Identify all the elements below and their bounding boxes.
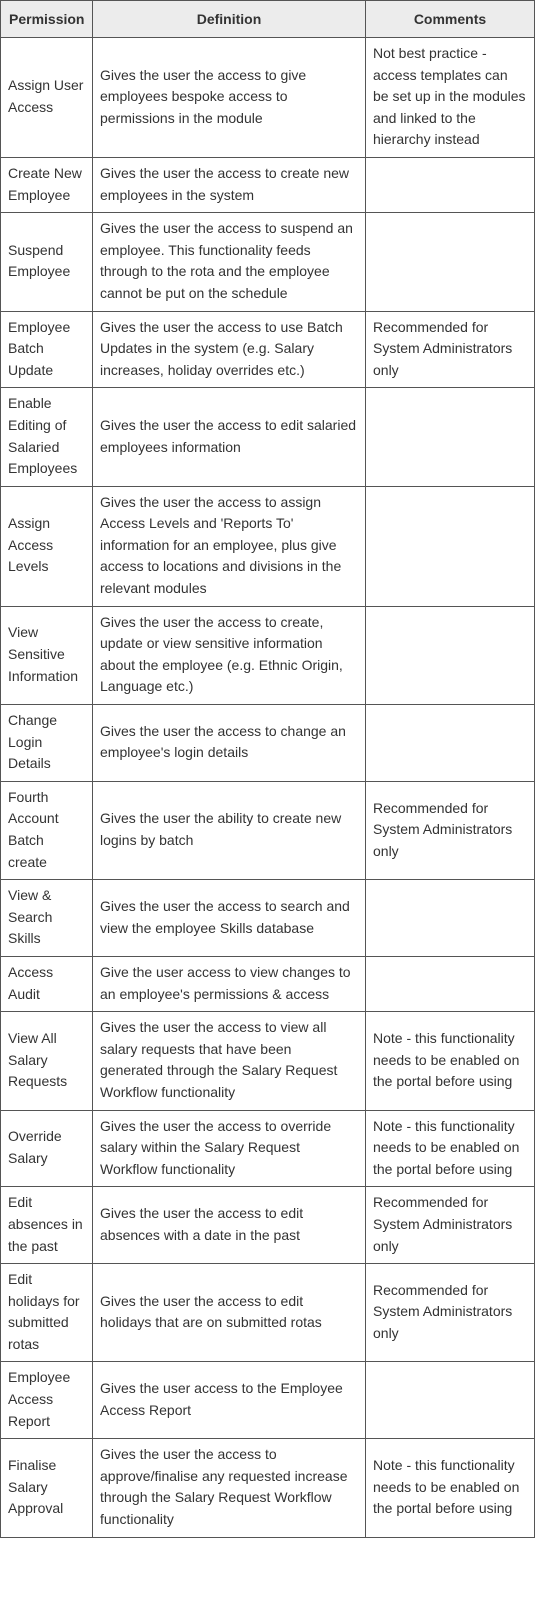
table-row [1, 157, 535, 212]
definition-cell: Gives the user the access to approve/finalise any requested increase through the Salary Request Workflow functionality [93, 1439, 366, 1537]
definition-cell: Gives the user access to the Employee Access Report [93, 1362, 366, 1439]
permission-cell: Edit absences in the past [1, 1187, 93, 1264]
table-row [1, 606, 535, 704]
comments-cell: Note - this functionality needs to be enabled on the portal before using [366, 1439, 535, 1537]
table-header [1, 1, 535, 38]
permission-cell: View All Salary Requests [1, 1012, 93, 1110]
definition-cell: Gives the user the access to give employees bespoke access to permissions in the module [93, 38, 366, 158]
comments-cell [366, 1362, 535, 1439]
table-row [1, 486, 535, 606]
permission-cell: Employee Access Report [1, 1362, 93, 1439]
definition-cell: Gives the user the access to override salary within the Salary Request Workflow functionality [93, 1110, 366, 1187]
table-row [1, 1362, 535, 1439]
table-row [1, 311, 535, 388]
table-row [1, 781, 535, 879]
comments-cell: Recommended for System Administrators only [366, 781, 535, 879]
header-permission: Permission [1, 1, 93, 38]
comments-cell: Note - this functionality needs to be enabled on the portal before using [366, 1012, 535, 1110]
table-row [1, 1264, 535, 1362]
permission-cell: Edit holidays for submitted rotas [1, 1264, 93, 1362]
definition-cell: Gives the user the ability to create new logins by batch [93, 781, 366, 879]
permission-cell: Employee Batch Update [1, 311, 93, 388]
permission-cell: Assign Access Levels [1, 486, 93, 606]
permission-cell: Suspend Employee [1, 213, 93, 311]
comments-cell [366, 388, 535, 486]
header-row [1, 1, 535, 38]
comments-cell [366, 157, 535, 212]
comments-cell: Not best practice - access templates can be set up in the modules and linked to the hierarchy instead [366, 38, 535, 158]
comments-cell: Recommended for System Administrators only [366, 1264, 535, 1362]
permission-cell: Fourth Account Batch create [1, 781, 93, 879]
header-comments: Comments [366, 1, 535, 38]
comments-cell: Recommended for System Administrators only [366, 311, 535, 388]
definition-cell: Gives the user the access to create new employees in the system [93, 157, 366, 212]
permission-cell: Finalise Salary Approval [1, 1439, 93, 1537]
table-row [1, 705, 535, 782]
table-row [1, 880, 535, 957]
permission-cell: View Sensitive Information [1, 606, 93, 704]
permission-cell: Override Salary [1, 1110, 93, 1187]
comments-cell [366, 956, 535, 1011]
comments-cell [366, 705, 535, 782]
comments-cell: Note - this functionality needs to be enabled on the portal before using [366, 1110, 535, 1187]
table-row [1, 388, 535, 486]
definition-cell: Gives the user the access to assign Access Levels and 'Reports To' information for an employee, plus give access to locations and divisions in the relevant modules [93, 486, 366, 606]
table-row [1, 38, 535, 158]
table-row [1, 1012, 535, 1110]
header-definition: Definition [93, 1, 366, 38]
comments-cell: Recommended for System Administrators only [366, 1187, 535, 1264]
permission-cell: Create New Employee [1, 157, 93, 212]
table-row [1, 956, 535, 1011]
table-row [1, 1439, 535, 1537]
definition-cell: Gives the user the access to view all salary requests that have been generated through the Salary Request Workflow functionality [93, 1012, 366, 1110]
table-body [1, 38, 535, 1538]
definition-cell: Gives the user the access to suspend an employee. This functionality feeds through to the rota and the employee cannot be put on the schedule [93, 213, 366, 311]
permission-cell: Assign User Access [1, 38, 93, 158]
permission-cell: Access Audit [1, 956, 93, 1011]
comments-cell [366, 213, 535, 311]
comments-cell [366, 606, 535, 704]
permission-cell: Enable Editing of Salaried Employees [1, 388, 93, 486]
definition-cell: Gives the user the access to edit holidays that are on submitted rotas [93, 1264, 366, 1362]
definition-cell: Gives the user the access to search and view the employee Skills database [93, 880, 366, 957]
permission-cell: View & Search Skills [1, 880, 93, 957]
permission-cell: Change Login Details [1, 705, 93, 782]
table-row [1, 1110, 535, 1187]
definition-cell: Give the user access to view changes to an employee's permissions & access [93, 956, 366, 1011]
definition-cell: Gives the user the access to edit absences with a date in the past [93, 1187, 366, 1264]
definition-cell: Gives the user the access to change an employee's login details [93, 705, 366, 782]
comments-cell [366, 486, 535, 606]
table-row [1, 213, 535, 311]
definition-cell: Gives the user the access to use Batch Updates in the system (e.g. Salary increases, holiday overrides etc.) [93, 311, 366, 388]
definition-cell: Gives the user the access to edit salaried employees information [93, 388, 366, 486]
definition-cell: Gives the user the access to create, update or view sensitive information about the employee (e.g. Ethnic Origin, Language etc.) [93, 606, 366, 704]
table-row [1, 1187, 535, 1264]
comments-cell [366, 880, 535, 957]
